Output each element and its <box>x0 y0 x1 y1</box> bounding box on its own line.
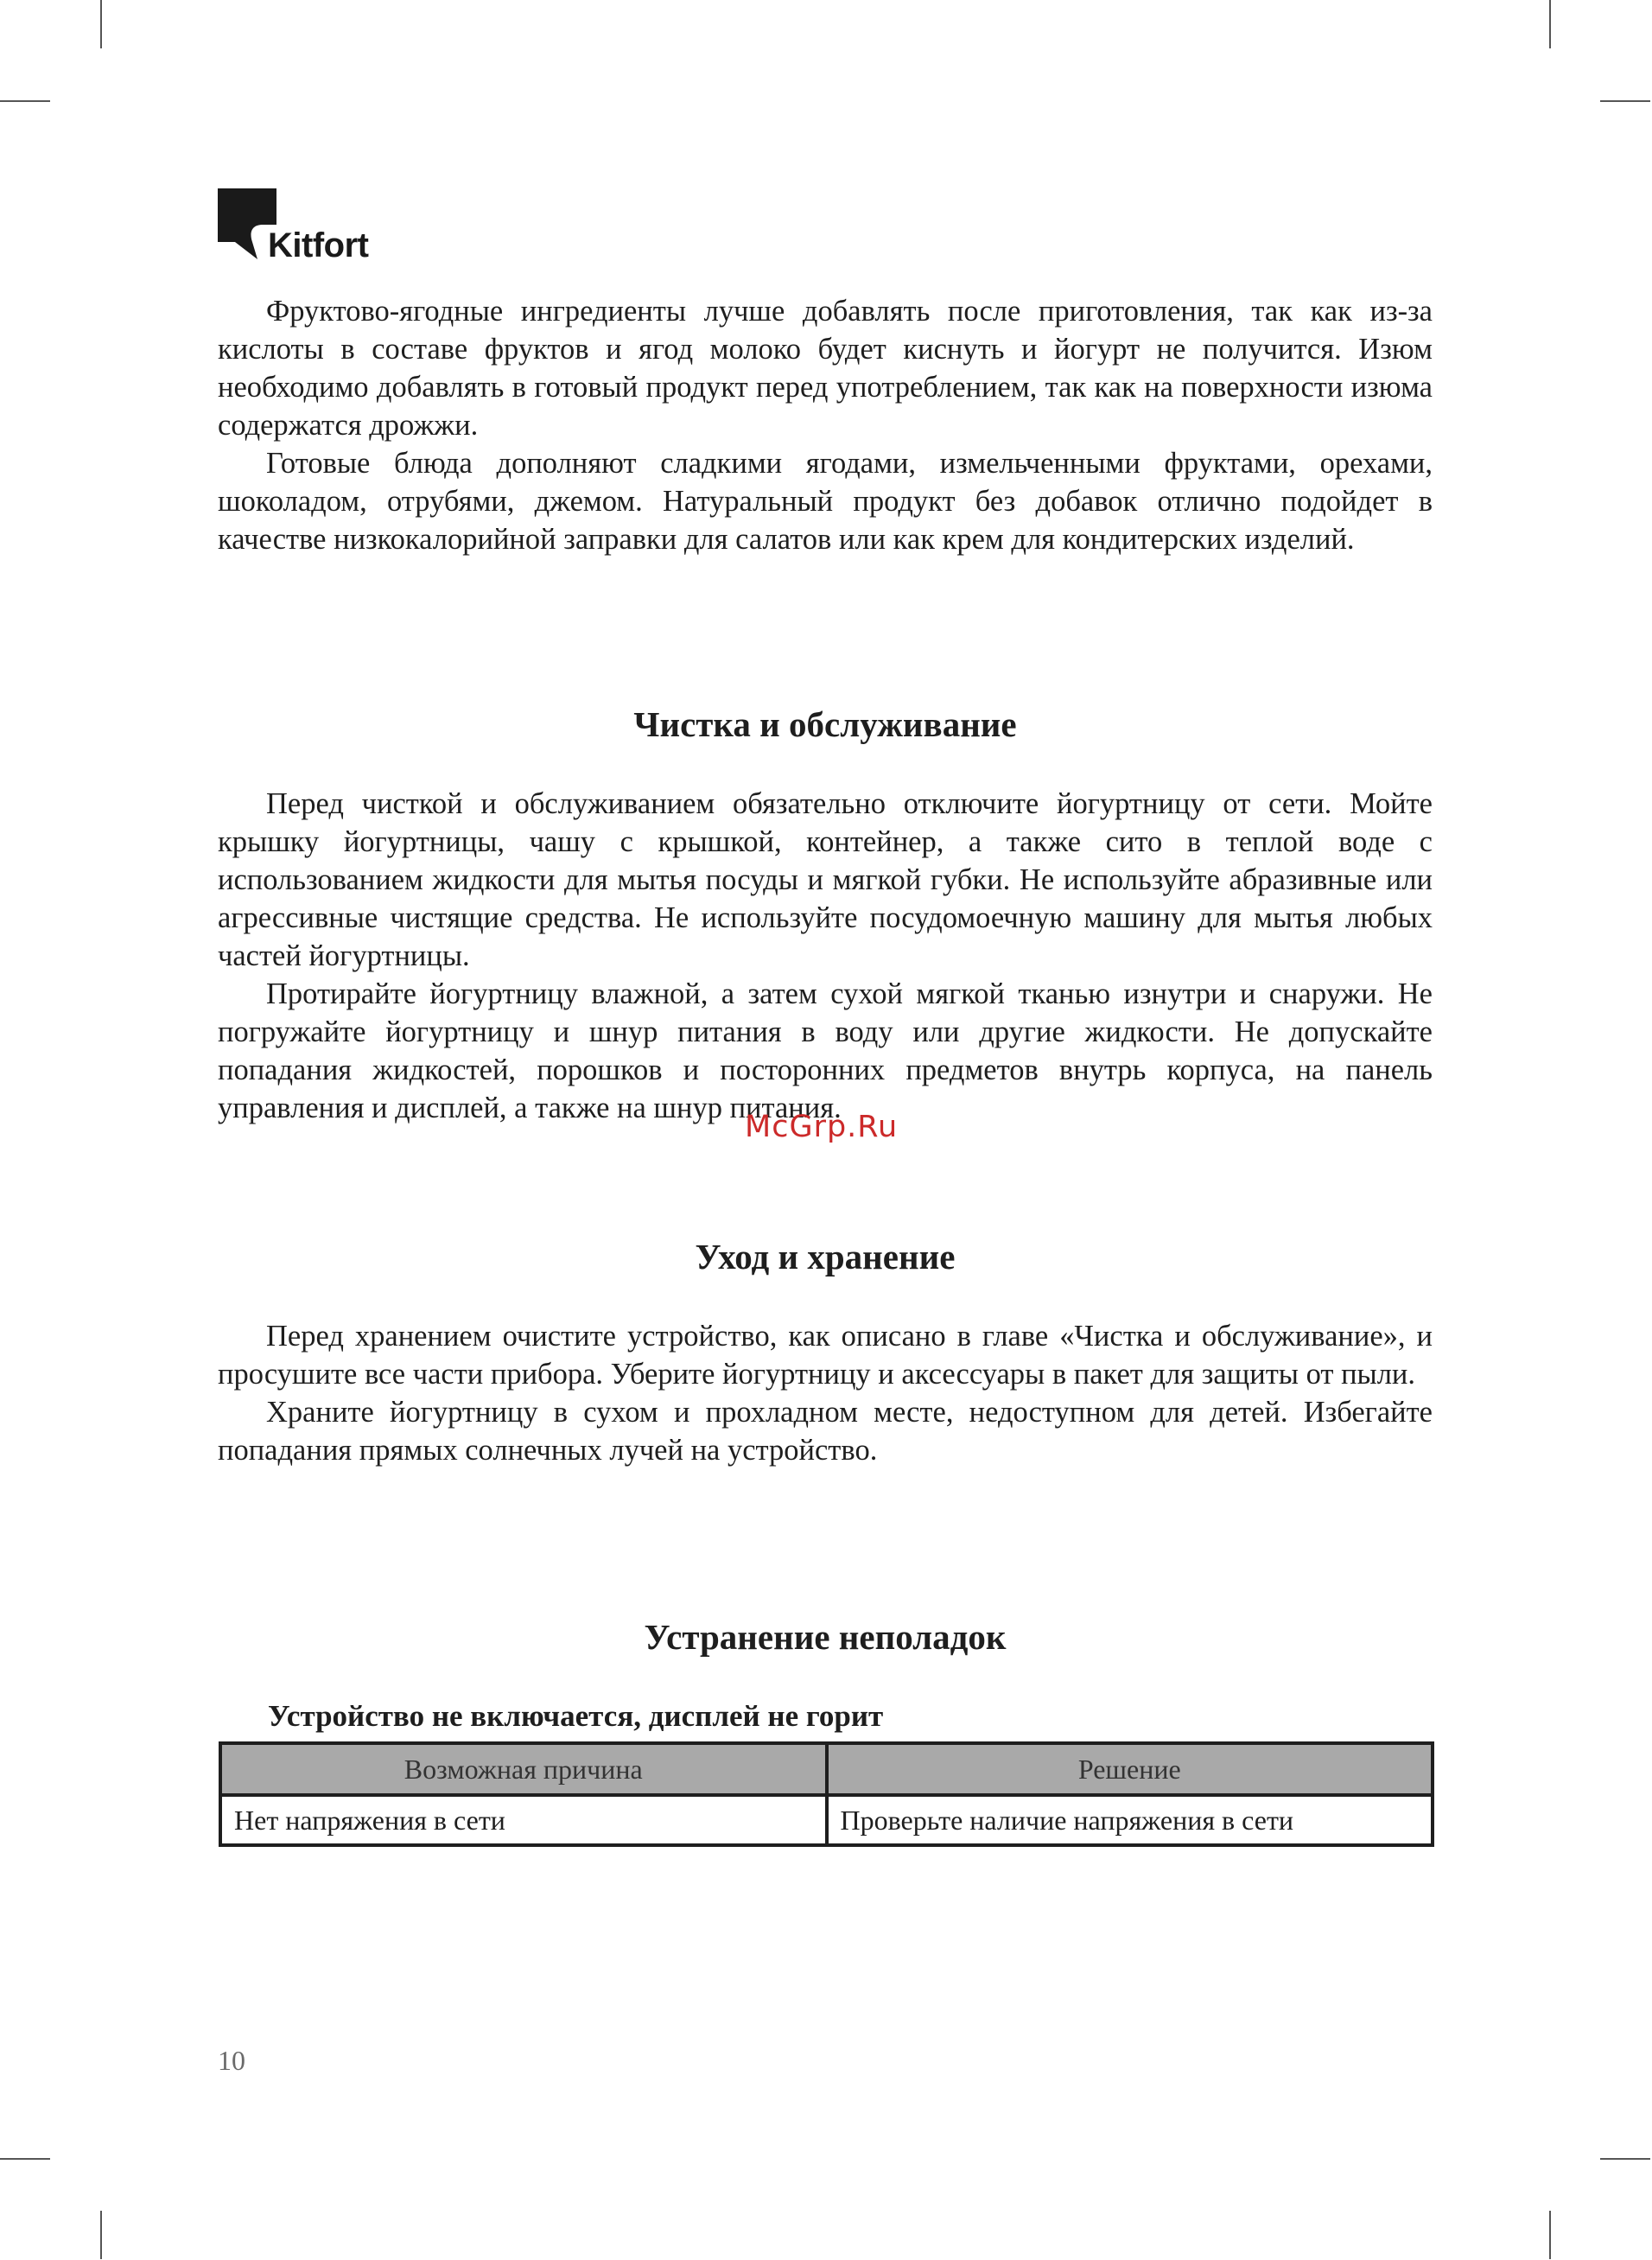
page-number: 10 <box>218 2045 245 2076</box>
section-title-storage: Уход и хранение <box>695 1237 956 1276</box>
table-row <box>220 1795 1433 1845</box>
storage-section <box>218 1317 1433 1469</box>
storage-paragraph-2: Храните йогуртницу в сухом и прохладном месте, недоступном для детей. Избегайте попадания прямых солнечных лучей на устройство. <box>218 1396 1433 1467</box>
troubleshooting-table <box>219 1741 1434 1847</box>
intro-paragraph-2: Готовые блюда дополняют сладкими ягодами, измельченными фруктами, орехами, шоколадом, отрубями, джемом. Натуральный продукт без добавок отлично подойдет в качестве низкокалорийной заправки для салатов или как крем для кондитерских изделий. <box>218 447 1433 556</box>
table-header-solution: Решение <box>827 1743 1433 1795</box>
section-title-cleaning: Чистка и обслуживание <box>633 704 1017 744</box>
table-header-row <box>220 1743 1433 1795</box>
crop-mark-right-top <box>1600 100 1650 102</box>
table-cell-cause: Нет напряжения в сети <box>220 1795 827 1845</box>
storage-paragraph-1: Перед хранением очистите устройство, как описано в главе «Чистка и обслуживание», и просушите все части прибора. Уберите йогуртницу и аксессуары в пакет для защиты от пыли. <box>218 1320 1433 1391</box>
cleaning-paragraph-2: Протирайте йогуртницу влажной, а затем сухой мягкой тканью изнутри и снаружи. Не погружайте йогуртницу и шнур питания в воду или другие жидкости. Не допускайте попадания жидкостей, порошков и посторонних предметов внутрь корпуса, на панель управления и дисплей, а также на шнур питания. <box>218 977 1433 1124</box>
crop-mark-bottom-right <box>1549 2211 1551 2259</box>
crop-mark-left-bottom <box>0 2158 50 2160</box>
watermark: McGrp.Ru <box>745 1110 899 1144</box>
section-title-troubleshooting: Устранение неполадок <box>644 1617 1007 1657</box>
crop-mark-right-bottom <box>1600 2158 1650 2160</box>
crop-mark-top-right <box>1549 0 1551 48</box>
table-header-cause: Возможная причина <box>220 1743 827 1795</box>
table-cell-solution: Проверьте наличие напряжения в сети <box>827 1795 1433 1845</box>
intro-paragraph-1: Фруктово-ягодные ингредиенты лучше добавлять после приготовления, так как из-за кислоты в составе фруктов и ягод молоко будет киснуть и йогурт не получится. Изюм необходимо добавлять в готовый продукт перед употреблением, так как на поверхности изюма содержатся дрожжи. <box>218 295 1433 442</box>
cleaning-paragraph-1: Перед чисткой и обслуживанием обязательно отключите йогуртницу от сети. Мойте крышку йогуртницы, чашу с крышкой, контейнер, а также сито в теплой воде с использованием жидкости для мытья посуды и мягкой губки. Не используйте абразивные или агрессивные чистящие средства. Не используйте посудомоечную машину для мытья любых частей йогуртницы. <box>218 787 1433 972</box>
crop-mark-top-left <box>100 0 102 48</box>
cleaning-section <box>218 785 1433 1127</box>
brand-name: Kitfort <box>268 226 369 264</box>
crop-mark-left-top <box>0 100 50 102</box>
intro-section <box>218 292 1433 558</box>
crop-mark-bottom-left <box>100 2211 102 2259</box>
kitfort-logo <box>218 188 391 268</box>
problem-title: Устройство не включается, дисплей не горит <box>268 1699 884 1733</box>
